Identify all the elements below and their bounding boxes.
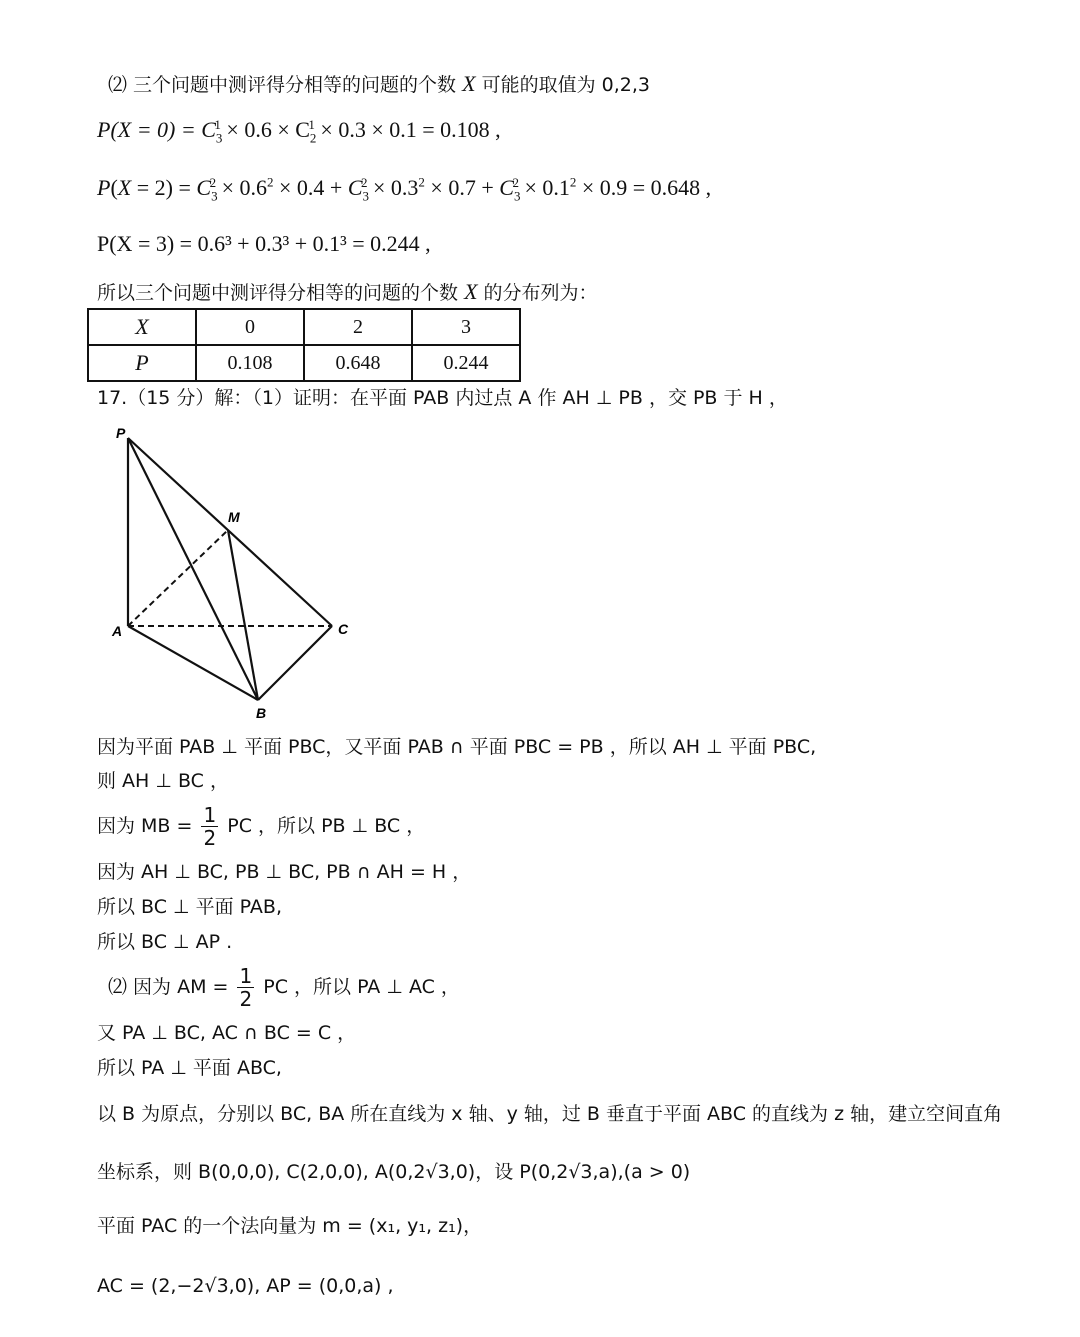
dist-intro-text: 所以三个问题中测评得分相等的问题的个数 (97, 282, 459, 304)
dist-intro (97, 278, 598, 307)
q17-heading: 17.（15 分）解：（1）证明：在平面 PAB 内过点 A 作 AH ⊥ PB ，交 PB 于 H ， (97, 387, 788, 409)
p0-b: × 0.6 × C (220, 117, 310, 142)
table-cell: X (88, 309, 196, 345)
proof-line-7b: PC ，所以 PA ⊥ AC ， (263, 976, 460, 998)
dist-intro-tail: 的分布列为： (477, 282, 598, 304)
table-cell: 3 (412, 309, 520, 345)
label-c: C (338, 621, 349, 637)
var-x: X (462, 71, 476, 96)
label-p: P (116, 425, 126, 441)
table-row (88, 345, 520, 381)
pyramid-figure (100, 418, 360, 723)
table-cell: P (88, 345, 196, 381)
part2-intro-text: ⑵ 三个问题中测评得分相等的问题的个数 (108, 74, 457, 96)
proof-line-3 (97, 804, 425, 849)
var-x-2: X (464, 279, 478, 304)
proof-line-3b: PC ，所以 PB ⊥ BC ， (227, 815, 426, 837)
proof-line-6: 所以 BC ⊥ AP . (97, 931, 233, 953)
frac-num: 1 (203, 803, 217, 827)
table-cell: 0.244 (412, 345, 520, 381)
edge-bc (258, 626, 332, 700)
part2-intro-tail: 可能的取值为 0,2,3 (475, 74, 650, 96)
proof-line-1: 因为平面 PAB ⊥ 平面 PBC，又平面 PAB ∩ 平面 PBC = PB ，所以 AH ⊥ 平面 PBC, (97, 736, 817, 758)
table-cell: 0 (196, 309, 304, 345)
p3-text: P(X = 3) = 0.6³ + 0.3³ + 0.1³ = 0.244 , (97, 231, 431, 256)
frac-den-2: 2 (239, 987, 253, 1011)
p-x-2-line: $P(X = 2) = C_3^2 \times 0.6^2 \times 0.4 + C_3^2 \times 0.3^2 \times 0.7 + C_3^2 \times 0.1^2 \times 0.9 = 0.648$ , (97, 174, 712, 204)
frac-den: 2 (203, 826, 217, 850)
table-cell: 2 (304, 309, 412, 345)
proof-line-10: 以 B 为原点，分别以 BC, BA 所在直线为 x 轴、y 轴，过 B 垂直于平面 ABC 的直线为 z 轴，建立空间直角 (97, 1103, 1003, 1125)
table-cell: 0.108 (196, 345, 304, 381)
part2-intro (108, 70, 650, 99)
table-cell: 0.648 (304, 345, 412, 381)
proof-line-13: AC = (2,−2√3,0), AP = (0,0,a) , (97, 1275, 394, 1297)
edge-pb (128, 438, 258, 700)
p0-c: × 0.3 × 0.1 = 0.108 , (314, 117, 501, 142)
proof-line-8: 又 PA ⊥ BC, AC ∩ BC = C ， (97, 1022, 357, 1044)
proof-line-9: 所以 PA ⊥ 平面 ABC, (97, 1057, 282, 1079)
label-b: B (256, 705, 267, 721)
proof-line-5: 所以 BC ⊥ 平面 PAB, (97, 896, 282, 918)
edge-mb (228, 530, 258, 700)
proof-line-2: 则 AH ⊥ BC ， (97, 770, 229, 792)
distribution-table (87, 308, 521, 382)
table-row (88, 309, 520, 345)
proof-line-11: 坐标系，则 B(0,0,0), C(2,0,0), A(0,2√3,0)，设 P(0,2√3,a),(a > 0) (97, 1161, 691, 1183)
frac-num-2: 1 (239, 964, 253, 988)
p-x-3-line (97, 230, 431, 258)
fraction-half (201, 804, 218, 849)
p0-a: P(X = 0) = C (97, 117, 216, 142)
label-m: M (228, 509, 240, 525)
proof-line-7 (108, 965, 460, 1010)
fraction-half-2 (237, 965, 254, 1010)
p-x-0-line: $P(X = 0) = C_3^1 \times 0.6 \times C_2^1 \times 0.3 \times 0.1 = 0.108$ , (97, 116, 501, 146)
proof-line-7a: ⑵ 因为 AM = (108, 976, 229, 998)
label-a: A (112, 623, 123, 639)
proof-line-3a: 因为 MB = (97, 815, 193, 837)
proof-line-12: 平面 PAC 的一个法向量为 m = (x₁, y₁, z₁)， (97, 1215, 483, 1237)
proof-line-4: 因为 AH ⊥ BC, PB ⊥ BC, PB ∩ AH = H ， (97, 861, 472, 883)
